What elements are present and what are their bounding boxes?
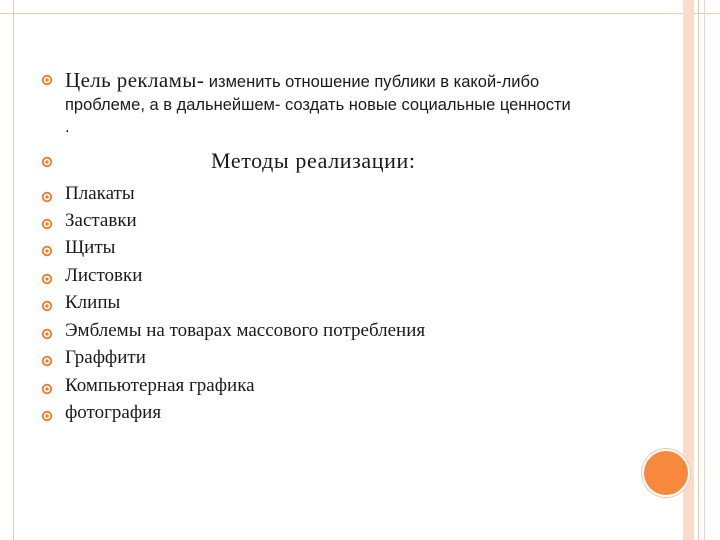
list-item: Клипы <box>65 292 121 313</box>
intro-line-1 <box>65 68 539 93</box>
circle-bullet-icon <box>41 156 53 168</box>
circle-bullet-icon <box>41 410 53 422</box>
frame-right-line-outer <box>704 0 705 540</box>
frame-left-line <box>13 0 14 540</box>
frame-right-line <box>698 0 699 540</box>
circle-bullet-icon <box>41 355 53 367</box>
circle-bullet-icon <box>41 74 53 86</box>
list-item: Заставки <box>65 210 137 231</box>
frame-top-line <box>0 13 720 14</box>
intro-line-1-rest: изменить отношение публики в какой-либо <box>204 73 540 91</box>
circle-bullet-icon <box>41 191 53 203</box>
list-item: Граффити <box>65 347 146 368</box>
list-item: Компьютерная графика <box>65 375 255 396</box>
list-item: Листовки <box>65 265 143 286</box>
intro-lead: Цель рекламы- <box>65 68 205 92</box>
circle-bullet-icon <box>41 328 53 340</box>
circle-bullet-icon <box>41 273 53 285</box>
circle-bullet-icon <box>41 300 53 312</box>
list-item: Эмблемы на товарах массового потребления <box>65 320 426 341</box>
intro-line-3: . <box>65 118 70 136</box>
list-item: Щиты <box>65 237 116 258</box>
circle-bullet-icon <box>41 383 53 395</box>
list-item: фотография <box>65 402 162 423</box>
circle-bullet-icon <box>41 218 53 230</box>
intro-line-2: проблеме, а в дальнейшем- создать новые социальные ценности <box>65 96 571 114</box>
orange-circle-decoration <box>642 449 690 497</box>
methods-heading: Методы реализации: <box>211 148 416 173</box>
list-item: Плакаты <box>65 183 135 204</box>
circle-bullet-icon <box>41 245 53 257</box>
